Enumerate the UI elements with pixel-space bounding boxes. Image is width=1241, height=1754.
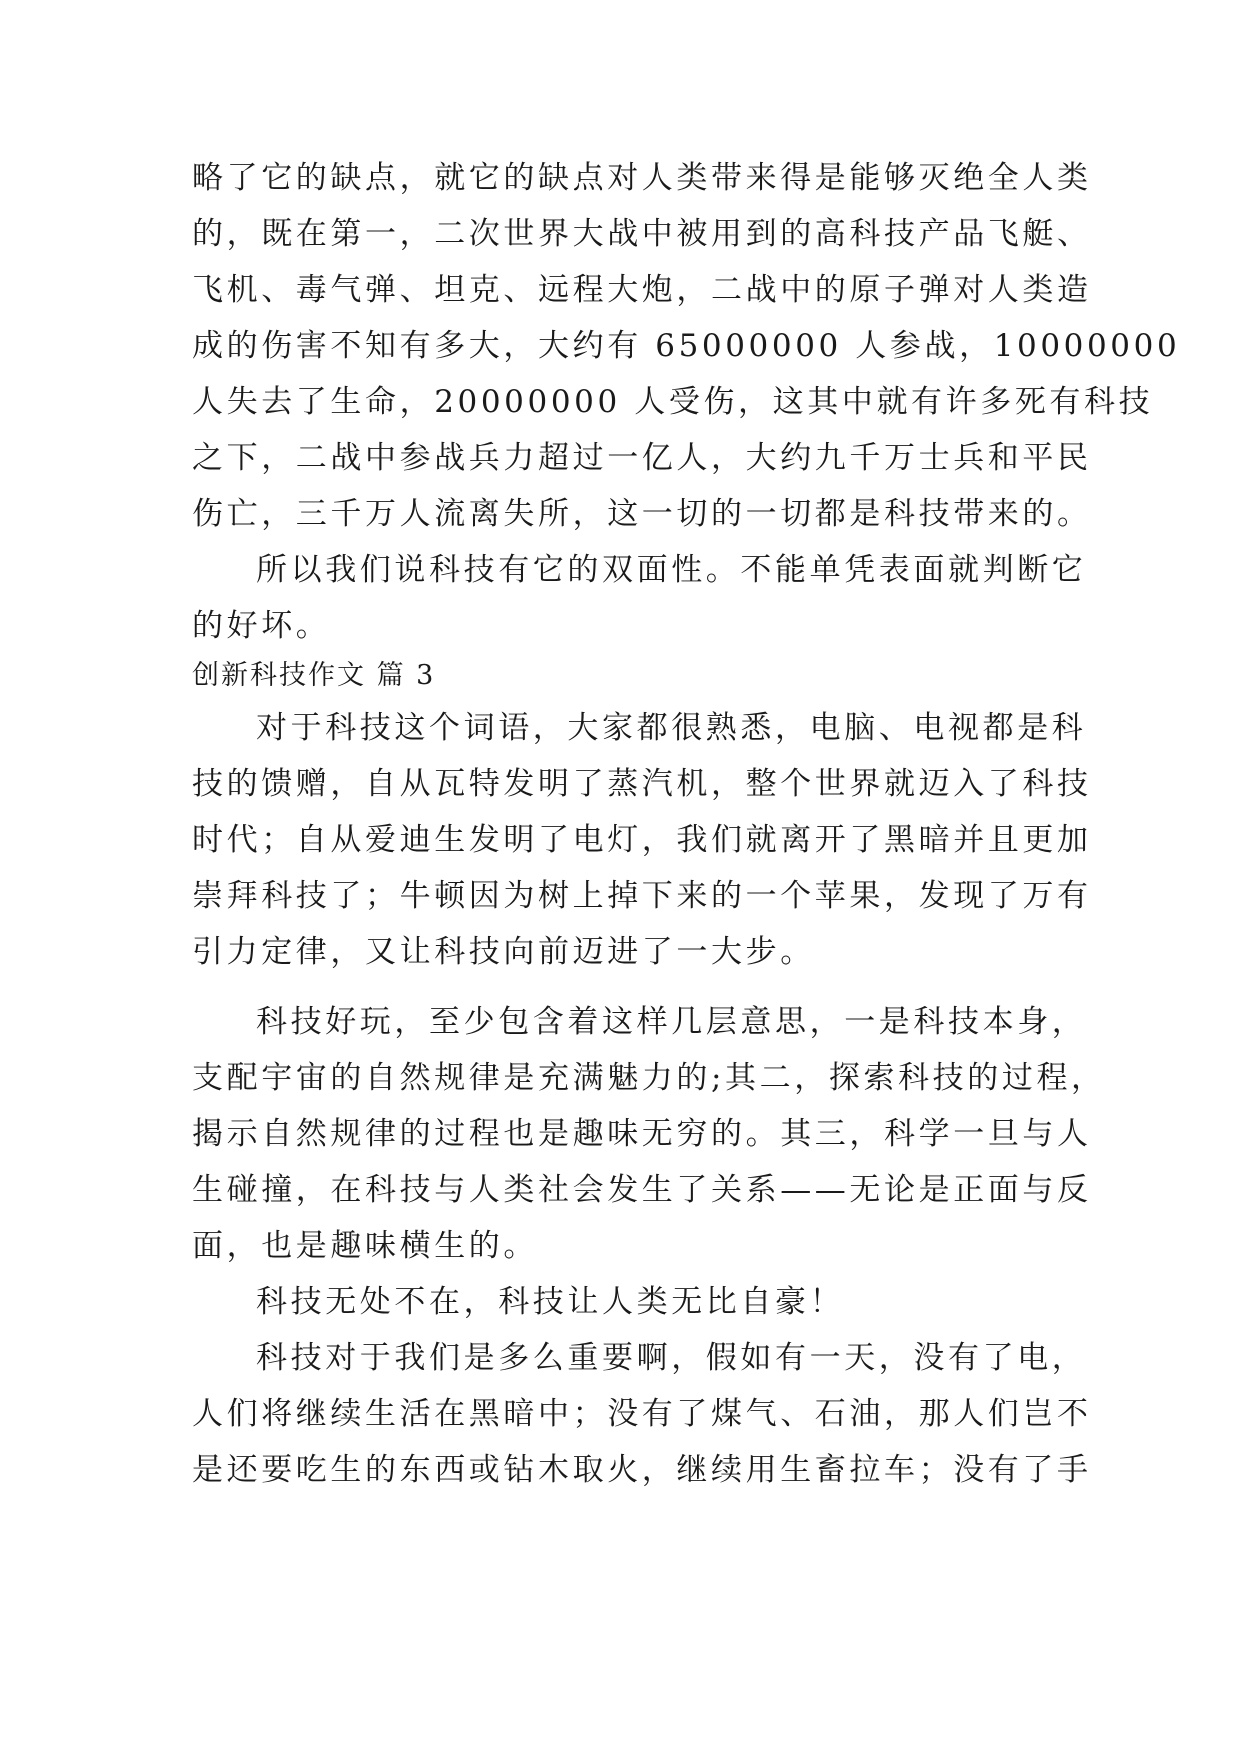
text-line: 人们将继续生活在黑暗中；没有了煤气、石油，那人们岂不 (192, 1396, 1092, 1432)
text-line: 时代；自从爱迪生发明了电灯，我们就离开了黑暗并且更加 (192, 822, 1092, 858)
text-line: 面，也是趣味横生的。 (192, 1228, 538, 1264)
paragraph-first-line: 科技无处不在，科技让人类无比自豪！ (256, 1284, 845, 1320)
text-line: 的，既在第一，二次世界大战中被用到的高科技产品飞艇、 (192, 216, 1092, 252)
text-line: 支配宇宙的自然规律是充满魅力的;其二，探索科技的过程， (192, 1060, 1106, 1096)
paragraph-first-line: 所以我们说科技有它的双面性。不能单凭表面就判断它 (256, 552, 1087, 588)
text-line: 是还要吃生的东西或钻木取火，继续用生畜拉车；没有了手 (192, 1452, 1092, 1488)
text-line: 略了它的缺点，就它的缺点对人类带来得是能够灭绝全人类 (192, 160, 1092, 196)
text-line: 飞机、毒气弹、坦克、远程大炮，二战中的原子弹对人类造 (192, 272, 1092, 308)
text-line: 伤亡，三千万人流离失所，这一切的一切都是科技带来的。 (192, 496, 1092, 532)
text-line: 揭示自然规律的过程也是趣味无穷的。其三，科学一旦与人 (192, 1116, 1092, 1152)
text-line: 人失去了生命，20000000 人受伤，这其中就有许多死有科技 (192, 384, 1154, 420)
text-line: 成的伤害不知有多大，大约有 65000000 人参战，10000000 (192, 328, 1181, 364)
text-line: 生碰撞，在科技与人类社会发生了关系——无论是正面与反 (192, 1172, 1092, 1208)
text-line: 技的馈赠，自从瓦特发明了蒸汽机，整个世界就迈入了科技 (192, 766, 1092, 802)
section-heading: 创新科技作文 篇 3 (192, 660, 436, 691)
paragraph-first-line: 科技好玩，至少包含着这样几层意思，一是科技本身， (256, 1004, 1087, 1040)
paragraph-first-line: 科技对于我们是多么重要啊，假如有一天，没有了电， (256, 1340, 1087, 1376)
text-line: 之下，二战中参战兵力超过一亿人，大约九千万士兵和平民 (192, 440, 1092, 476)
text-line: 崇拜科技了；牛顿因为树上掉下来的一个苹果，发现了万有 (192, 878, 1092, 914)
text-line: 的好坏。 (192, 608, 331, 644)
text-line: 引力定律，又让科技向前迈进了一大步。 (192, 934, 815, 970)
paragraph-first-line: 对于科技这个词语，大家都很熟悉，电脑、电视都是科 (256, 710, 1087, 746)
